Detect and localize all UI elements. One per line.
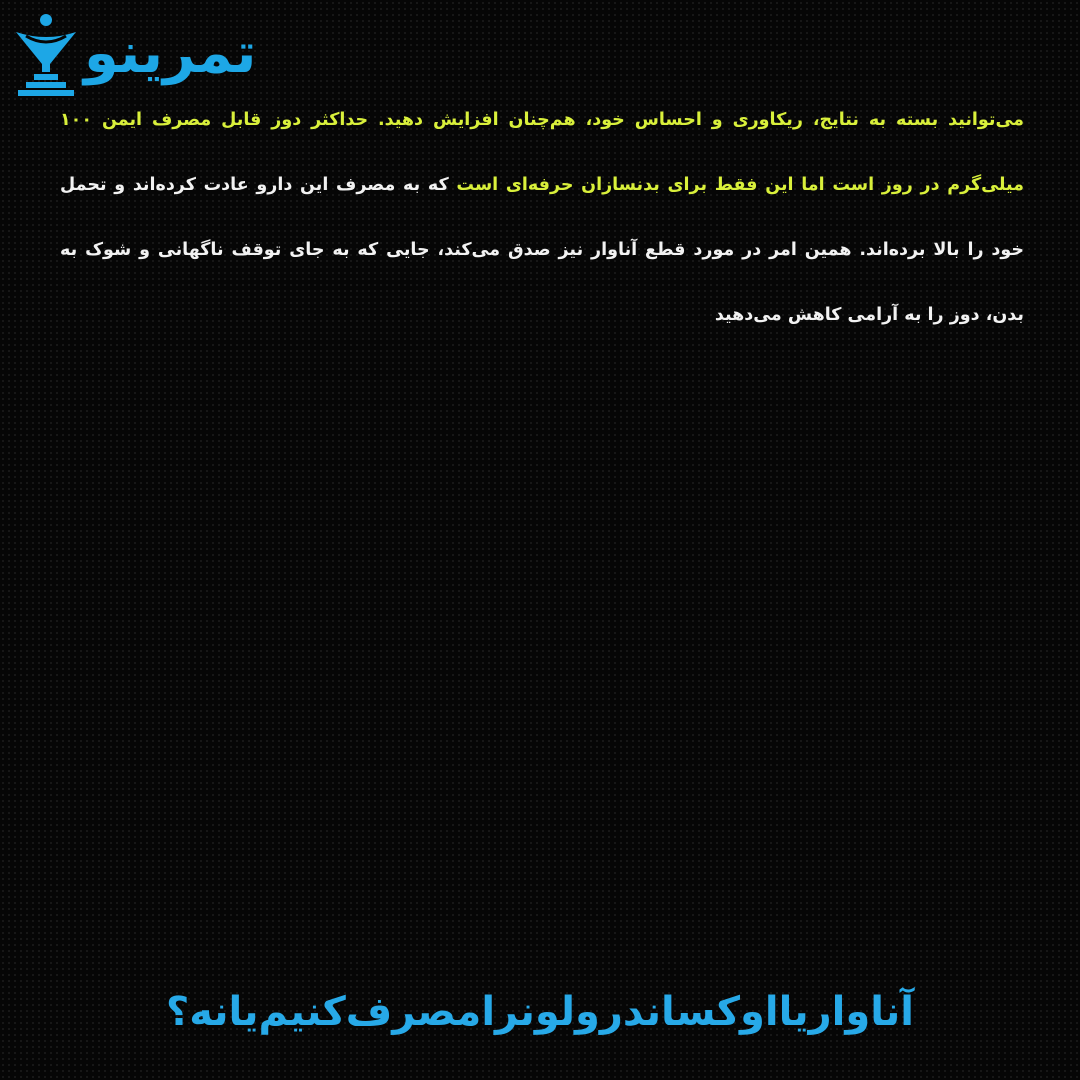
brand-logo: [12, 10, 442, 98]
trophy-icon: [12, 12, 80, 96]
footer-title: آناواریااوکساندرولونرامصرف‌کنیم‌یانه؟: [165, 989, 914, 1035]
brand-name: تمرینو: [84, 21, 257, 86]
body-text: که به مصرف این دارو عادت کرده‌اند و تحمل خود را بالا برده‌اند. همین امر در مورد قطع آناوار نیز صدق می‌کند، جایی که به جای توقف ناگهانی و شوک به بدن، دوز را به آرامی کاهش می‌دهید: [60, 175, 1024, 325]
article-paragraph: [60, 88, 1024, 368]
highlighted-text: می‌توانید بسته به نتایج، ریکاوری و احساس خود، هم‌چنان افزایش دهید. حداکثر دوز قابل مصرف ایمن ۱۰۰ میلی‌گرم در روز است اما این فقط برای بدنسازان حرفه‌ای است: [60, 110, 1024, 195]
